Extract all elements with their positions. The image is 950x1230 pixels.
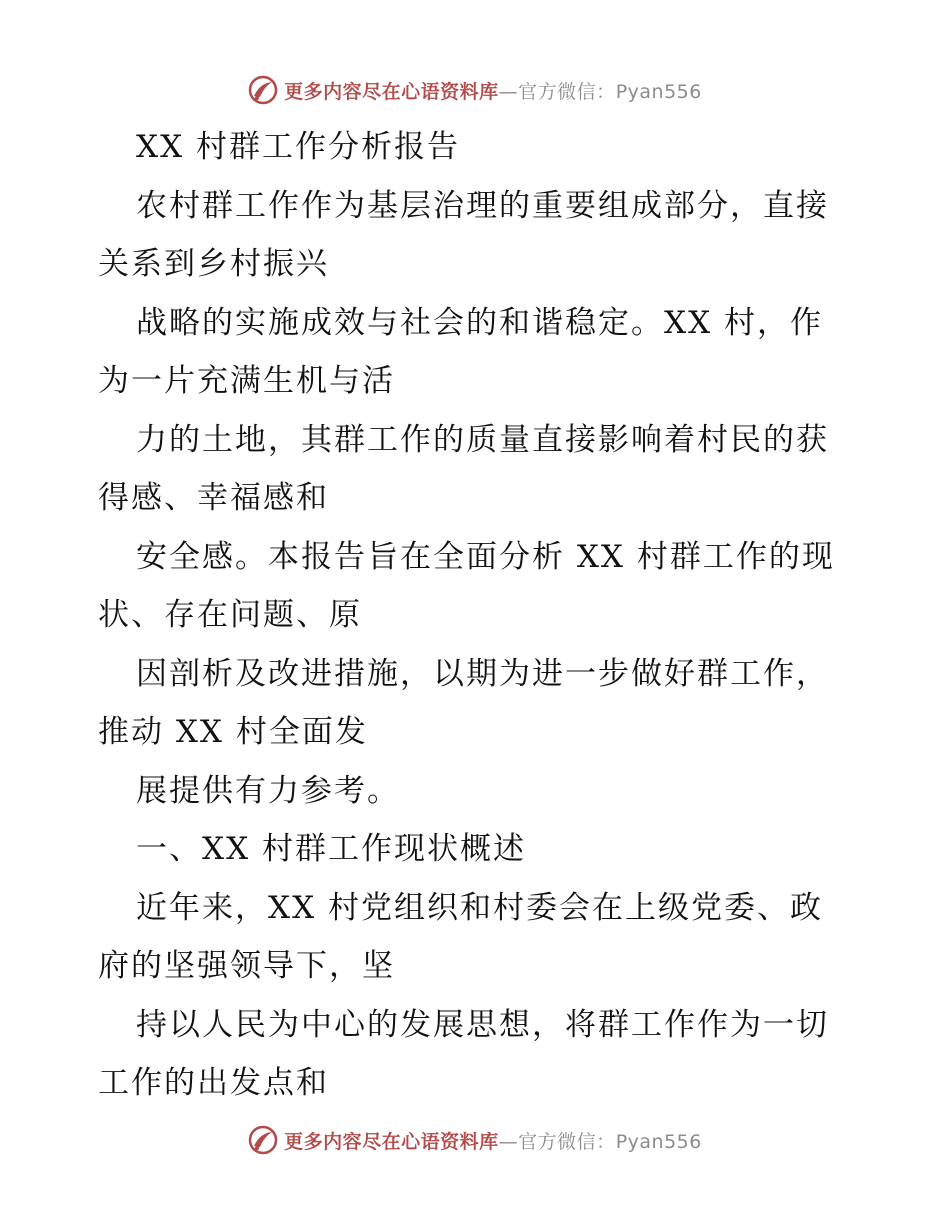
watermark-text <box>284 1127 702 1154</box>
text-line: 得感、幸福感和 <box>98 480 329 516</box>
text-line: 近年来，XX 村党组织和村委会在上级党委、政 <box>136 889 823 926</box>
text-line: 工作的出发点和 <box>98 1065 329 1101</box>
watermark-dash: — <box>498 1130 519 1153</box>
watermark-dash: — <box>498 80 519 103</box>
text-line: 为一片充满生机与活 <box>98 363 395 399</box>
text-line: 持以人民为中心的发展思想，将群工作作为一切 <box>136 1006 829 1043</box>
text-line: 因剖析及改进措施，以期为进一步做好群工作， <box>136 655 829 692</box>
text-line: 战略的实施成效与社会的和谐稳定。XX 村，作 <box>136 304 823 341</box>
text-line: 府的坚强领导下，坚 <box>98 948 395 984</box>
text-line: 力的土地，其群工作的质量直接影响着村民的获 <box>136 421 829 458</box>
text-line: 关系到乡村振兴 <box>98 246 329 282</box>
text-line: 状、存在问题、原 <box>98 597 362 633</box>
header-watermark <box>0 70 950 110</box>
text-line: XX 村群工作分析报告 <box>136 129 460 165</box>
watermark-wechat-label: 官方微信： <box>518 80 616 103</box>
pen-logo-icon <box>248 75 278 105</box>
text-line: 展提供有力参考。 <box>136 772 400 809</box>
watermark-wechat-id: Pyan556 <box>615 1130 702 1153</box>
watermark-text <box>284 77 702 104</box>
watermark-wechat-id: Pyan556 <box>615 80 702 103</box>
pen-logo-icon <box>248 1125 278 1155</box>
footer-watermark <box>0 1120 950 1160</box>
watermark-wechat-label: 官方微信： <box>518 1130 616 1153</box>
watermark-site: 更多内容尽在心语资料库 <box>284 1130 499 1153</box>
text-line: 一、XX 村群工作现状概述 <box>136 831 526 867</box>
text-line: 安全感。本报告旨在全面分析 XX 村群工作的现 <box>136 538 835 575</box>
watermark-site: 更多内容尽在心语资料库 <box>284 80 499 103</box>
document-body <box>98 118 868 1113</box>
text-line: 农村群工作作为基层治理的重要组成部分，直接 <box>136 187 829 224</box>
text-line: 推动 XX 村全面发 <box>98 714 368 750</box>
